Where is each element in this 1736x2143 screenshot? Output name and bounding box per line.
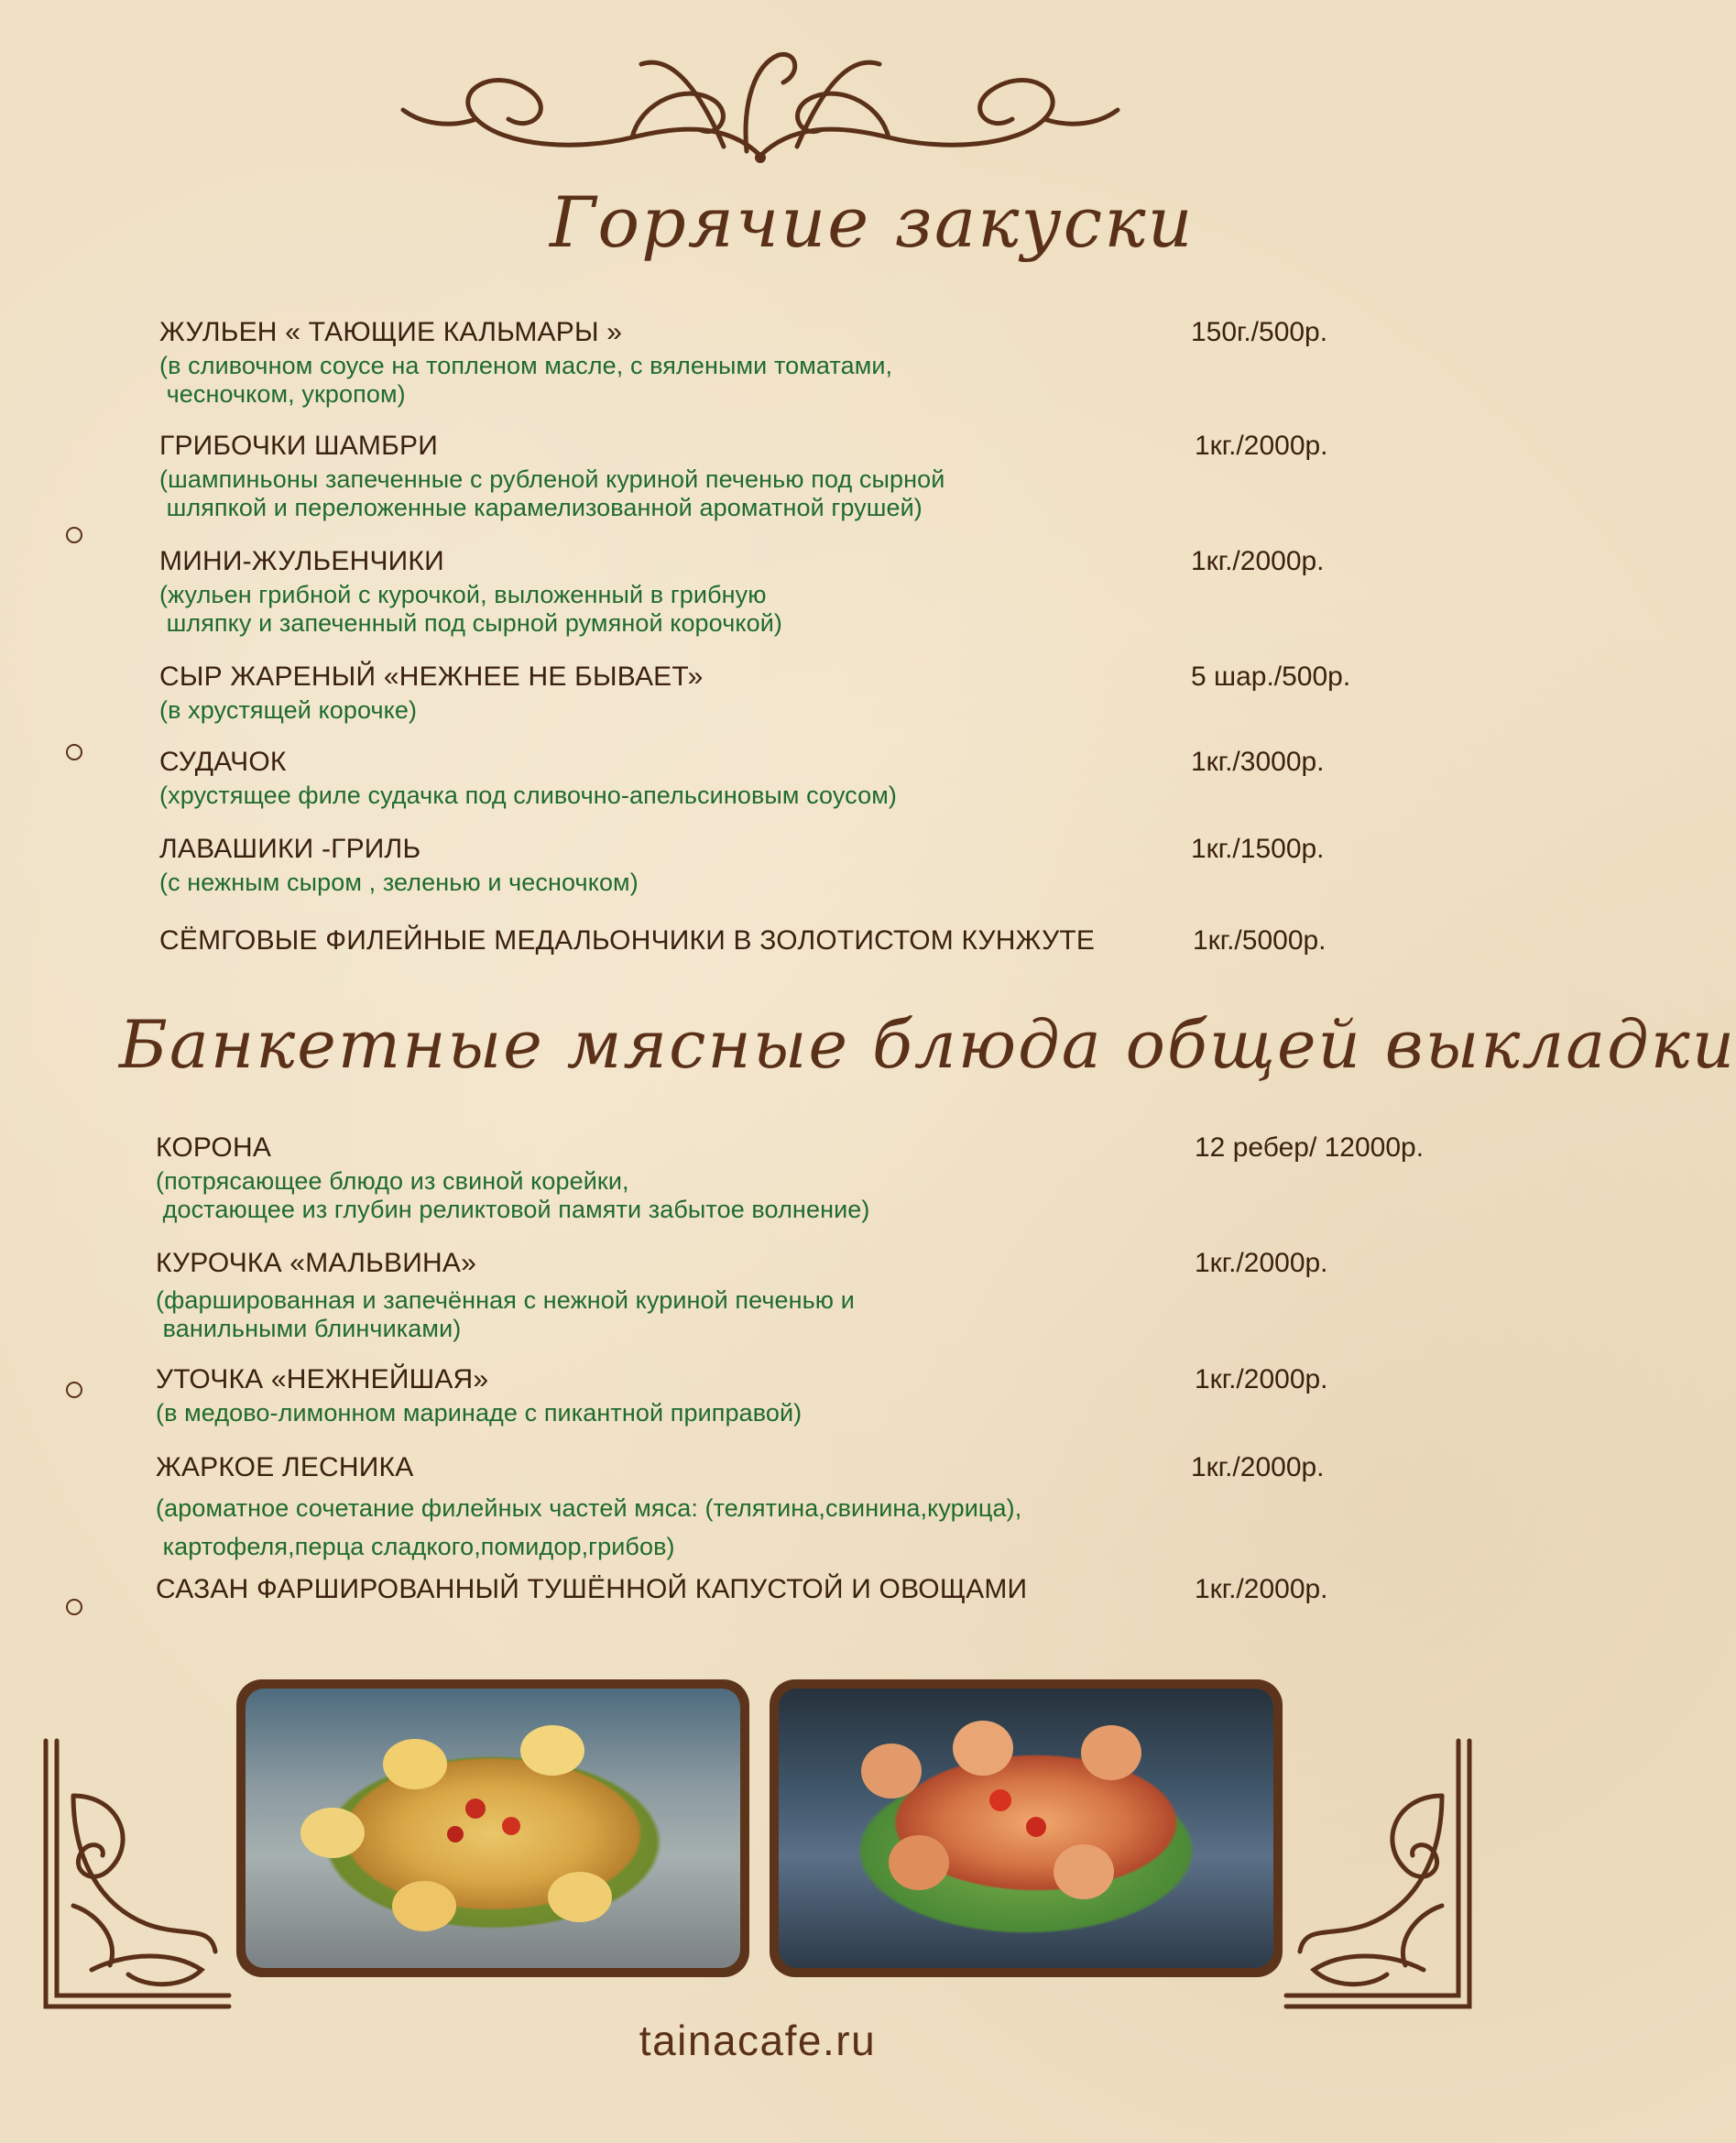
bottom-left-corner-ornament	[37, 1741, 229, 2016]
item-price: 1кг./3000р.	[1191, 747, 1325, 777]
website-url: tainacafe.ru	[639, 2017, 877, 2064]
item-name: МИНИ-ЖУЛЬЕНЧИКИ	[159, 546, 444, 576]
item-name: ЖАРКОЕ ЛЕСНИКА	[156, 1452, 414, 1482]
item-description: (с нежным сыром , зеленью и чесночком)	[159, 869, 639, 896]
item-description: (потрясающее блюдо из свиной корейки, достающее из глубин реликтовой памяти забытое волнение)	[156, 1167, 870, 1223]
item-description: (хрустящее филе судачка под сливочно-апельсиновым соусом)	[159, 782, 897, 809]
binder-hole	[66, 1382, 82, 1398]
item-description: (в сливочном соусе на топленом масле, с вялеными томатами, чесночком, укропом)	[159, 352, 893, 408]
item-name: КУРОЧКА «МАЛЬВИНА»	[156, 1248, 476, 1278]
dish-photo-frame	[770, 1679, 1283, 1977]
bottom-right-corner-ornament	[1286, 1741, 1479, 2016]
item-price: 5 шар./500р.	[1191, 661, 1351, 692]
section-title-banquet-meat-dishes: Банкетные мясные блюда общей выкладки	[119, 1006, 1736, 1083]
item-name: ЛАВАШИКИ -ГРИЛЬ	[159, 834, 421, 864]
dish-photo-frame	[236, 1679, 749, 1977]
item-price: 1кг./2000р.	[1191, 1452, 1325, 1482]
item-name: ЖУЛЬЕН « ТАЮЩИЕ КАЛЬМАРЫ »	[159, 317, 623, 347]
item-price: 1кг./2000р.	[1195, 1574, 1328, 1604]
item-name: УТОЧКА «НЕЖНЕЙШАЯ»	[156, 1364, 489, 1394]
item-description: (жульен грибной с курочкой, выложенный в грибную шляпку и запеченный под сырной румяной корочкой)	[159, 581, 782, 637]
dish-photo-corona	[246, 1689, 740, 1968]
dish-photo-duck	[779, 1689, 1273, 1968]
item-description: (ароматное сочетание филейных частей мяса: (телятина,свинина,курица), картофеля,перца сладкого,помидор,грибов)	[156, 1494, 1022, 1560]
item-description: (фаршированная и запечённая с нежной куриной печенью и ванильными блинчиками)	[156, 1286, 855, 1342]
binder-hole	[66, 527, 82, 543]
item-price: 1кг./2000р.	[1195, 431, 1328, 461]
item-description: (в хрустящей корочке)	[159, 696, 418, 724]
section-title-hot-appetizers: Горячие закуски	[550, 181, 1195, 263]
item-name: СЁМГОВЫЕ ФИЛЕЙНЫЕ МЕДАЛЬОНЧИКИ В ЗОЛОТИСТОМ КУНЖУТЕ	[159, 925, 1096, 956]
item-price: 1кг./2000р.	[1195, 1248, 1328, 1278]
top-flourish-ornament	[394, 46, 1127, 165]
binder-hole	[66, 744, 82, 760]
item-name: ГРИБОЧКИ ШАМБРИ	[159, 431, 438, 461]
item-description: (в медово-лимонном маринаде с пикантной приправой)	[156, 1399, 802, 1427]
item-price: 1кг./2000р.	[1191, 546, 1325, 576]
item-name: САЗАН ФАРШИРОВАННЫЙ ТУШЁННОЙ КАПУСТОЙ И ОВОЩАМИ	[156, 1574, 1028, 1604]
item-price: 1кг./2000р.	[1195, 1364, 1328, 1394]
item-price: 150г./500р.	[1191, 317, 1328, 347]
item-name: СУДАЧОК	[159, 747, 287, 777]
item-description: (шампиньоны запеченные с рубленой куриной печенью под сырной шляпкой и переложенные карамелизованной ароматной грушей)	[159, 465, 945, 521]
item-name: КОРОНА	[156, 1132, 272, 1163]
item-price: 1кг./1500р.	[1191, 834, 1325, 864]
item-price: 1кг./5000р.	[1193, 925, 1327, 956]
binder-hole	[66, 1599, 82, 1615]
item-price: 12 ребер/ 12000р.	[1195, 1132, 1425, 1163]
item-name: СЫР ЖАРЕНЫЙ «НЕЖНЕЕ НЕ БЫВАЕТ»	[159, 661, 704, 692]
